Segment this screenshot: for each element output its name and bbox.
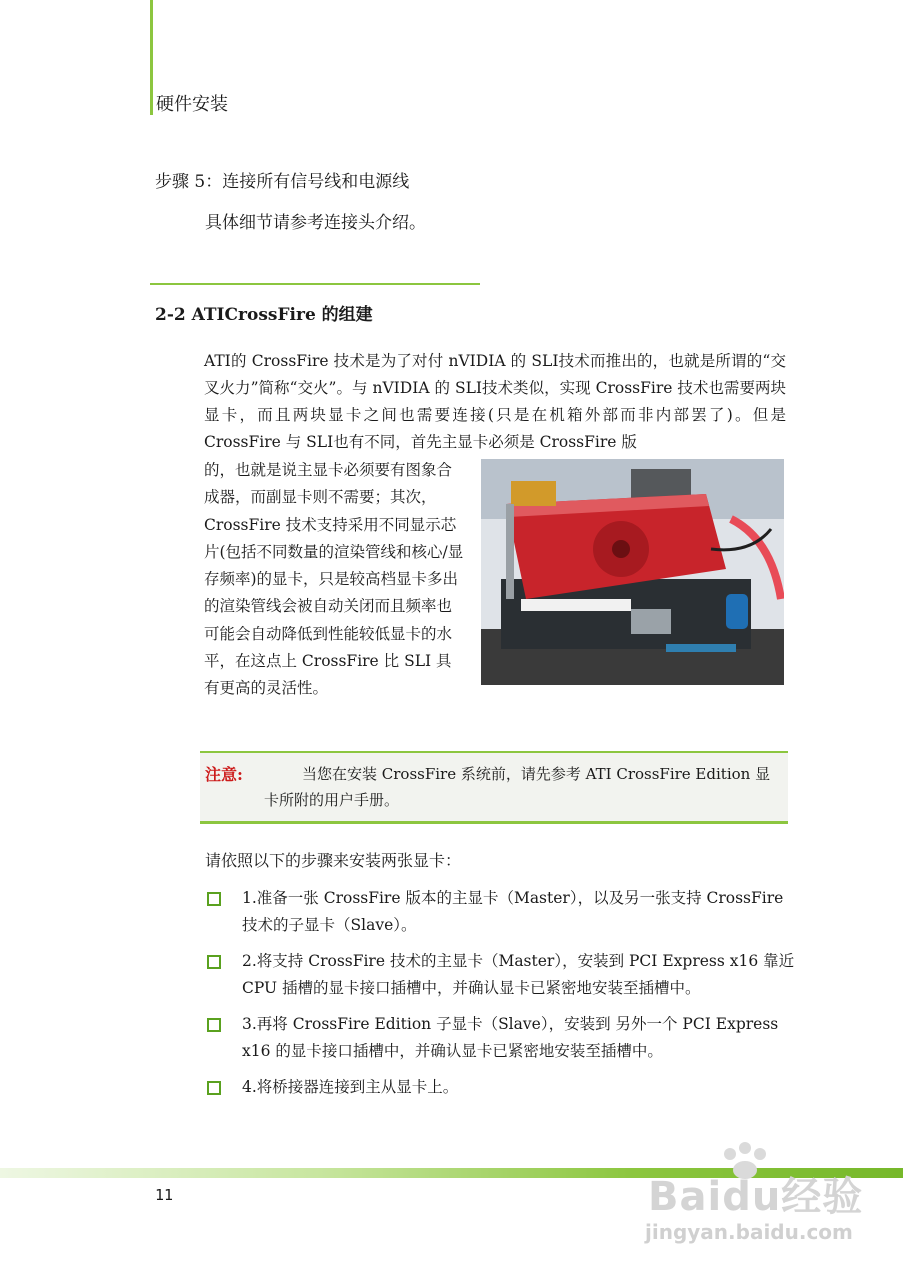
section-title: 2-2 ATICrossFire 的组建	[155, 305, 373, 325]
list-item	[205, 885, 795, 938]
page-number: 11	[155, 1186, 174, 1204]
step-text: 1.准备一张 CrossFire 版本的主显卡（Master），以及另一张支持 CrossFire 技术的子显卡（Slave）。	[242, 889, 784, 934]
checkbox-icon	[207, 892, 221, 906]
step-text: 3.再将 CrossFire Edition 子显卡（Slave），安装到 另外一个 PCI Express x16 的显卡接口插槽中，并确认显卡已紧密地安装至插槽中。	[242, 1015, 779, 1060]
step-text: 4.将桥接器连接到主从显卡上。	[242, 1078, 459, 1096]
install-intro: 请依照以下的步骤来安装两张显卡：	[205, 851, 462, 870]
section-divider	[150, 283, 480, 285]
list-item	[205, 1074, 795, 1101]
note-label: 注意:	[205, 765, 243, 784]
crossfire-wrap-paragraph: 的，也就是说主显卡必须要有图象合成器，而副显卡则不需要；其次，CrossFire 技术支持采用不同显示芯片(包括不同数量的渲染管线和核心/显存频率)的显卡，只是较高档显卡多出的渲染管线会被自动关闭而且频率也可能会自动降低到性能较低显卡的水平，在这点上 CrossFire 比 SLI 具有更高的灵活性。	[204, 461, 464, 698]
crossfire-card-photo	[481, 459, 784, 685]
list-item	[205, 948, 795, 1001]
watermark-url: jingyan.baidu.com	[645, 1220, 853, 1244]
watermark-brand: Baidu经验	[648, 1174, 864, 1220]
install-steps-list	[205, 885, 795, 1111]
list-item	[205, 1011, 795, 1064]
graphics-card-illustration	[481, 459, 784, 685]
crossfire-intro-paragraph: ATI的 CrossFire 技术是为了对付 nVIDIA 的 SLI技术而推出的，也就是所谓的“交叉火力”简称“交火”。与 nVIDIA 的 SLI技术类似，实现 CrossFire 技术也需要两块显卡，而且两块显卡之间也需要连接(只是在机箱外部而非内部罢了)。但是 CrossFire 与 SLI也有不同，首先主显卡必须是 CrossFire 版	[204, 352, 786, 451]
baidu-watermark	[640, 1145, 890, 1280]
note-box	[200, 751, 788, 824]
header-accent-line	[150, 0, 153, 115]
checkbox-icon	[207, 1081, 221, 1095]
checkbox-icon	[207, 1018, 221, 1032]
chapter-header: 硬件安装	[156, 94, 228, 115]
step-text: 2.将支持 CrossFire 技术的主显卡（Master），安装到 PCI Express x16 靠近 CPU 插槽的显卡接口插槽中，并确认显卡已紧密地安装至插槽中。	[242, 952, 795, 997]
checkbox-icon	[207, 955, 221, 969]
step5-detail: 具体细节请参考连接头介绍。	[205, 213, 426, 233]
step5-title: 步骤 5：连接所有信号线和电源线	[155, 172, 410, 192]
note-text: 当您在安装 CrossFire 系统前，请先参考 ATI CrossFire Edition 显卡所附的用户手册。	[264, 765, 771, 809]
